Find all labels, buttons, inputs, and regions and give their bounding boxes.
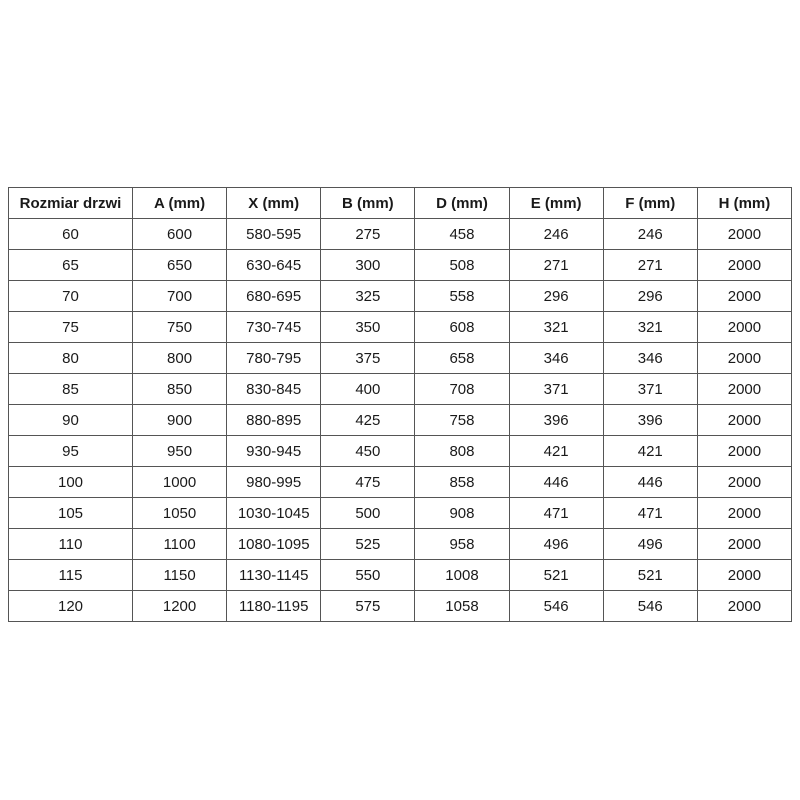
table-cell: 421 (603, 436, 697, 467)
table-cell: 2000 (697, 591, 791, 622)
table-row (9, 591, 792, 622)
table-cell: 650 (133, 250, 227, 281)
table-cell: 105 (9, 498, 133, 529)
column-header-3: B (mm) (321, 188, 415, 219)
table-cell: 321 (603, 312, 697, 343)
table-cell: 500 (321, 498, 415, 529)
header-row (9, 188, 792, 219)
table-row (9, 498, 792, 529)
table-cell: 546 (603, 591, 697, 622)
table-row (9, 374, 792, 405)
table-cell: 2000 (697, 436, 791, 467)
table-cell: 1030-1045 (227, 498, 321, 529)
table-cell: 880-895 (227, 405, 321, 436)
table-cell: 90 (9, 405, 133, 436)
table-cell: 2000 (697, 312, 791, 343)
table-cell: 2000 (697, 250, 791, 281)
table-cell: 2000 (697, 560, 791, 591)
table-cell: 60 (9, 219, 133, 250)
table-cell: 271 (509, 250, 603, 281)
table-cell: 100 (9, 467, 133, 498)
table-cell: 496 (603, 529, 697, 560)
table-cell: 1150 (133, 560, 227, 591)
table-cell: 496 (509, 529, 603, 560)
table-cell: 371 (509, 374, 603, 405)
table-cell: 980-995 (227, 467, 321, 498)
table-cell: 446 (603, 467, 697, 498)
table-cell: 471 (603, 498, 697, 529)
column-header-2: X (mm) (227, 188, 321, 219)
table-cell: 296 (509, 281, 603, 312)
table-row (9, 250, 792, 281)
table-cell: 2000 (697, 529, 791, 560)
table-cell: 296 (603, 281, 697, 312)
table-cell: 808 (415, 436, 509, 467)
table-cell: 525 (321, 529, 415, 560)
table-cell: 95 (9, 436, 133, 467)
table-cell: 1080-1095 (227, 529, 321, 560)
table-cell: 900 (133, 405, 227, 436)
table-cell: 275 (321, 219, 415, 250)
table-cell: 346 (509, 343, 603, 374)
table-cell: 1050 (133, 498, 227, 529)
table-cell: 780-795 (227, 343, 321, 374)
table-cell: 908 (415, 498, 509, 529)
table-cell: 321 (509, 312, 603, 343)
table-cell: 300 (321, 250, 415, 281)
table-cell: 700 (133, 281, 227, 312)
table-cell: 950 (133, 436, 227, 467)
table-cell: 2000 (697, 343, 791, 374)
table-row (9, 467, 792, 498)
table-cell: 2000 (697, 498, 791, 529)
table-row (9, 219, 792, 250)
table-cell: 1180-1195 (227, 591, 321, 622)
table-cell: 80 (9, 343, 133, 374)
table-cell: 758 (415, 405, 509, 436)
table-cell: 396 (603, 405, 697, 436)
table-cell: 75 (9, 312, 133, 343)
table-row (9, 405, 792, 436)
table-cell: 550 (321, 560, 415, 591)
table-cell: 375 (321, 343, 415, 374)
column-header-5: E (mm) (509, 188, 603, 219)
table-cell: 425 (321, 405, 415, 436)
table-cell: 350 (321, 312, 415, 343)
table-cell: 475 (321, 467, 415, 498)
table-row (9, 529, 792, 560)
table-cell: 546 (509, 591, 603, 622)
table-cell: 680-695 (227, 281, 321, 312)
table-cell: 858 (415, 467, 509, 498)
table-header (9, 188, 792, 219)
table-cell: 2000 (697, 467, 791, 498)
column-header-7: H (mm) (697, 188, 791, 219)
table-cell: 521 (509, 560, 603, 591)
table-cell: 450 (321, 436, 415, 467)
table-cell: 575 (321, 591, 415, 622)
table-cell: 115 (9, 560, 133, 591)
table-cell: 471 (509, 498, 603, 529)
table-cell: 2000 (697, 281, 791, 312)
table-cell: 730-745 (227, 312, 321, 343)
table-cell: 800 (133, 343, 227, 374)
table-cell: 446 (509, 467, 603, 498)
table-cell: 600 (133, 219, 227, 250)
door-size-table (8, 187, 792, 622)
table-cell: 2000 (697, 374, 791, 405)
table-row (9, 436, 792, 467)
table-body (9, 219, 792, 622)
column-header-4: D (mm) (415, 188, 509, 219)
table-cell: 750 (133, 312, 227, 343)
table-row (9, 343, 792, 374)
table-cell: 608 (415, 312, 509, 343)
table-cell: 396 (509, 405, 603, 436)
table-cell: 1100 (133, 529, 227, 560)
table-row (9, 560, 792, 591)
table-row (9, 312, 792, 343)
table-cell: 400 (321, 374, 415, 405)
table-cell: 325 (321, 281, 415, 312)
table-cell: 630-645 (227, 250, 321, 281)
table-cell: 580-595 (227, 219, 321, 250)
table-cell: 271 (603, 250, 697, 281)
table-cell: 2000 (697, 219, 791, 250)
table-cell: 930-945 (227, 436, 321, 467)
table-cell: 85 (9, 374, 133, 405)
table-cell: 371 (603, 374, 697, 405)
table-cell: 70 (9, 281, 133, 312)
table-cell: 65 (9, 250, 133, 281)
table-cell: 850 (133, 374, 227, 405)
table-cell: 658 (415, 343, 509, 374)
table-cell: 558 (415, 281, 509, 312)
table-cell: 246 (603, 219, 697, 250)
table-cell: 421 (509, 436, 603, 467)
table-cell: 708 (415, 374, 509, 405)
column-header-1: A (mm) (133, 188, 227, 219)
table-cell: 508 (415, 250, 509, 281)
column-header-6: F (mm) (603, 188, 697, 219)
table-cell: 1130-1145 (227, 560, 321, 591)
table-cell: 1000 (133, 467, 227, 498)
table-cell: 1058 (415, 591, 509, 622)
table-cell: 458 (415, 219, 509, 250)
table-cell: 2000 (697, 405, 791, 436)
table-cell: 1008 (415, 560, 509, 591)
table-cell: 246 (509, 219, 603, 250)
table-row (9, 281, 792, 312)
table-cell: 958 (415, 529, 509, 560)
table-cell: 346 (603, 343, 697, 374)
table-cell: 830-845 (227, 374, 321, 405)
table-cell: 1200 (133, 591, 227, 622)
table-cell: 521 (603, 560, 697, 591)
column-header-0: Rozmiar drzwi (9, 188, 133, 219)
table-cell: 110 (9, 529, 133, 560)
table-cell: 120 (9, 591, 133, 622)
